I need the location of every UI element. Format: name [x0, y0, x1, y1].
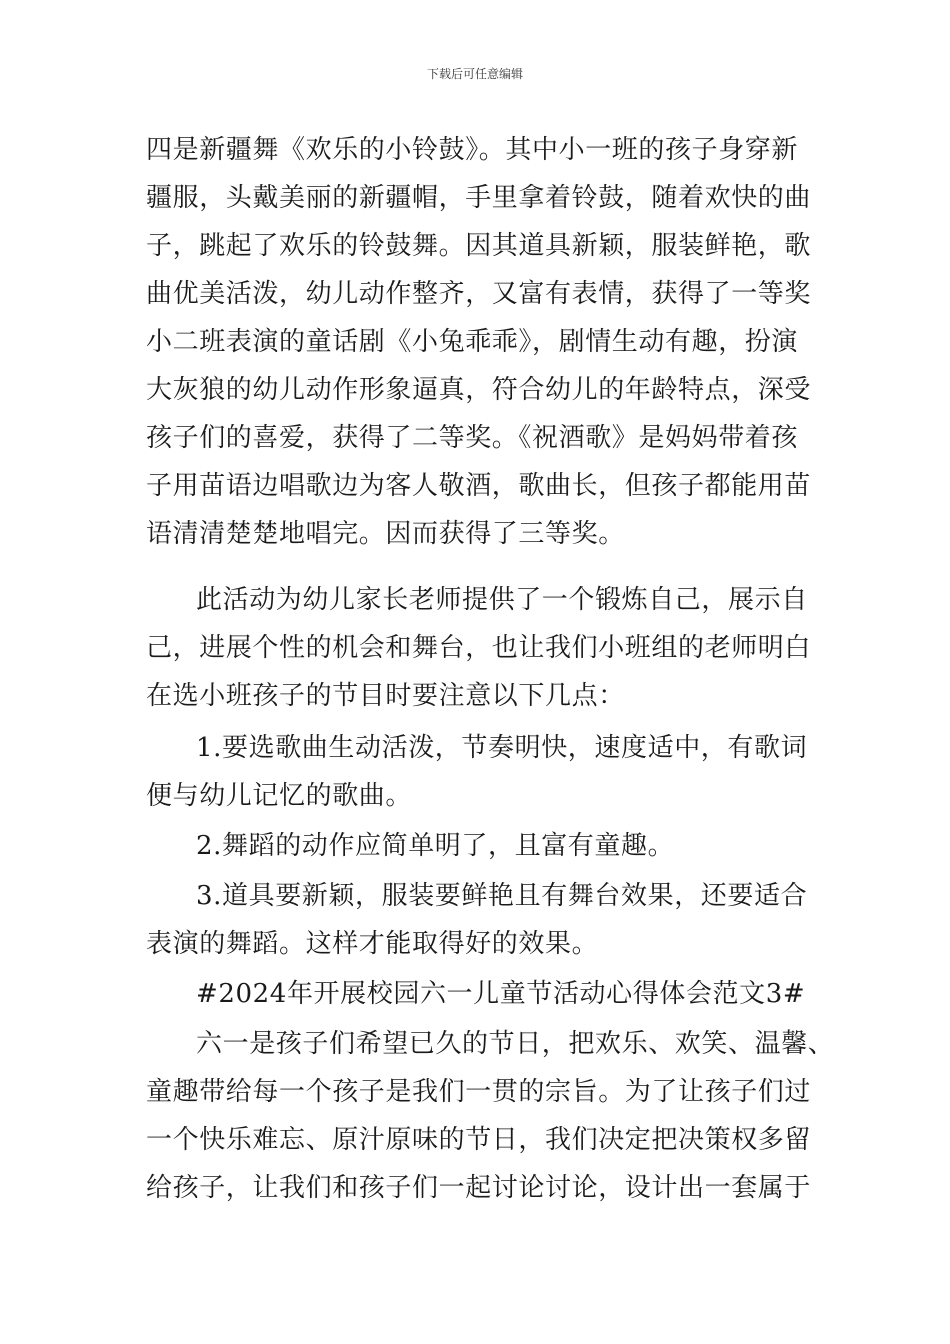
text-line: 表演的舞蹈。这样才能取得好的效果。: [146, 929, 599, 959]
text-line: 此活动为幼儿家长老师提供了一个锻炼自己，展示自: [196, 585, 808, 615]
text-line: 子用苗语边唱歌边为客人敬酒，歌曲长，但孩子都能用苗: [146, 471, 812, 501]
text-line: 给孩子，让我们和孩子们一起讨论讨论，设计出一套属于: [146, 1173, 812, 1203]
text-line: 曲优美活泼，幼儿动作整齐，又富有表情，获得了一等奖: [146, 279, 812, 309]
text-line: 子，跳起了欢乐的铃鼓舞。因其道具新颖，服装鲜艳，歌: [146, 231, 812, 261]
text-line: 己，进展个性的机会和舞台，也让我们小班组的老师明白: [146, 633, 812, 663]
header-note: 下载后可任意编辑: [426, 67, 523, 81]
text-line: 小二班表演的童话剧《小兔乖乖》，剧情生动有趣，扮演: [146, 327, 799, 357]
text-line: 1.要选歌曲生动活泼，节奏明快，速度适中，有歌词: [196, 733, 808, 763]
section-heading: #2024年开展校园六一儿童节活动心得体会范文3#: [196, 979, 806, 1009]
text-line: 便与幼儿记忆的歌曲。: [146, 781, 413, 811]
text-line: 语清清楚楚地唱完。因而获得了三等奖。: [146, 519, 625, 549]
text-line: 在选小班孩子的节目时要注意以下几点：: [146, 681, 625, 711]
text-line: 四是新疆舞《欢乐的小铃鼓》。其中小一班的孩子身穿新: [146, 135, 799, 165]
text-line: 一个快乐难忘、原汁原味的节日，我们决定把决策权多留: [146, 1125, 812, 1155]
text-line: 2.舞蹈的动作应简单明了，且富有童趣。: [196, 831, 675, 861]
text-line: 童趣带给每一个孩子是我们一贯的宗旨。为了让孩子们过: [146, 1077, 812, 1107]
text-line: 3.道具要新颖，服装要鲜艳且有舞台效果，还要适合: [196, 881, 808, 911]
text-line: 大灰狼的幼儿动作形象逼真，符合幼儿的年龄特点，深受: [146, 375, 812, 405]
text-line: 孩子们的喜爱，获得了二等奖。《祝酒歌》是妈妈带着孩: [146, 423, 799, 453]
text-line: 疆服，头戴美丽的新疆帽，手里拿着铃鼓，随着欢快的曲: [146, 183, 812, 213]
text-line: 六一是孩子们希望已久的节日，把欢乐、欢笑、温馨、: [196, 1029, 835, 1059]
